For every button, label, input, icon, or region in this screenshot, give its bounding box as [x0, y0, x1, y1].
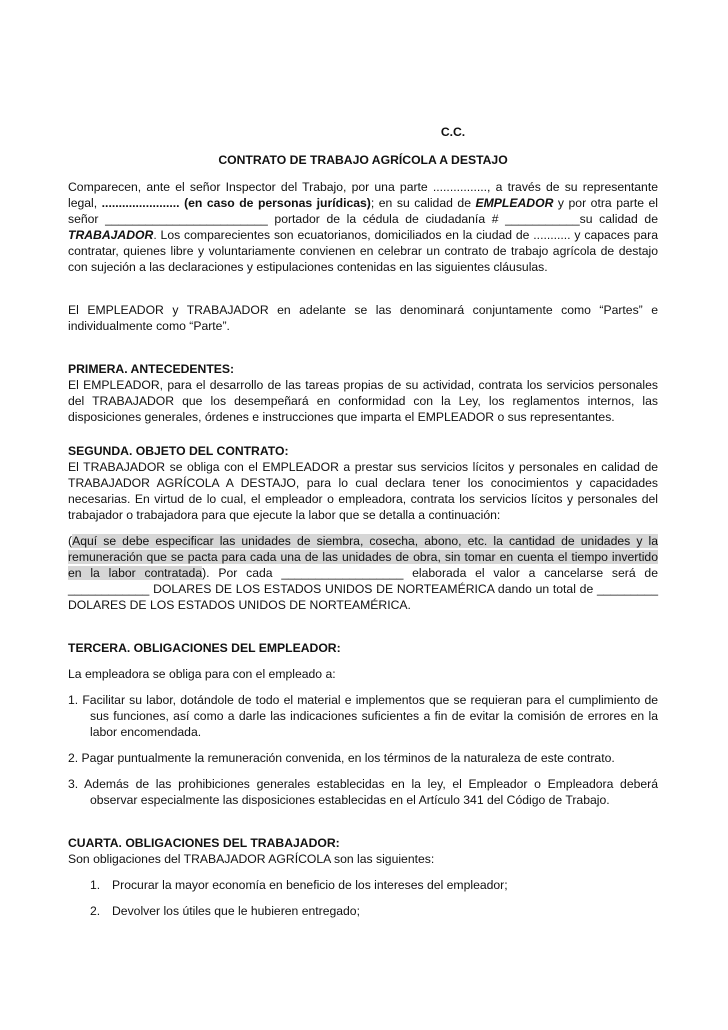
intro-paragraph	[68, 179, 658, 275]
segunda-detail-text: ). Por cada __________________ elaborada el valor a cancelarse será de ____________ DOLARES DE LOS ESTADOS UNIDOS DE NORTEAMÉRICA dando un total de _________ DOLARES DE LOS ESTADOS UNIDOS DE NORTEAMÉRICA.	[68, 566, 658, 612]
intro-legal-person: ....................... (en caso de personas jurídicas)	[101, 196, 371, 210]
cuarta-heading: CUARTA. OBLIGACIONES DEL TRABAJADOR:	[68, 836, 340, 850]
intro-empleador: EMPLEADOR	[475, 196, 554, 210]
segunda-text: El TRABAJADOR se obliga con el EMPLEADOR a prestar sus servicios lícitos y personales en calidad de TRABAJADOR AGRÍCOLA A DESTAJO, para lo cual declara tener los conocimientos y capacidades necesarias. En virtud de lo cual, el empleador o empleadora, contrata los servicios lícitos y personales del trabajador o trabajadora para que ejecute la labor que se detalla a continuación:	[68, 460, 658, 522]
highlighted-instruction: Aquí se debe especificar las unidades de siembra, cosecha, abono, etc. la cantidad de unidades y la remuneración que se pacta para cada una de las unidades de obra, sin tomar en cuenta el tiempo invertido en la labor contratada	[68, 534, 658, 580]
tercera-item-2: 2. Pagar puntualmente la remuneración convenida, en los términos de la naturaleza de este contrato.	[68, 751, 615, 765]
paren-open: (	[68, 534, 73, 548]
cuarta-item-2	[90, 903, 658, 919]
cuarta-item-1	[90, 877, 658, 893]
segunda-heading: SEGUNDA. OBJETO DEL CONTRATO:	[68, 444, 289, 458]
document-body	[68, 124, 658, 919]
item-text: Procurar la mayor economía en beneficio de los intereses del empleador;	[112, 878, 508, 892]
segunda-detail-paragraph	[68, 533, 658, 613]
item-number: 2.	[90, 904, 101, 918]
intro-text: . Los comparecientes son ecuatorianos, domiciliados en la ciudad de ........... y capaces para contratar, quienes libre y voluntariamente convienen en celebrar un contrato de trabajo agrícola de destajo con sujeción a las declaraciones y estipulaciones contenidas en las siguientes cláusulas.	[68, 228, 658, 274]
intro-text: ; en su calidad de	[370, 196, 476, 210]
item-text: Devolver los útiles que le hubieren entregado;	[112, 904, 360, 918]
tercera-intro: La empleadora se obliga para con el empleado a:	[68, 667, 336, 681]
tercera-heading: TERCERA. OBLIGACIONES DEL EMPLEADOR:	[68, 641, 341, 655]
primera-text: El EMPLEADOR, para el desarrollo de las tareas propias de su actividad, contrata los servicios personales del TRABAJADOR que los desempeñará en conformidad con la Ley, los reglamentos internos, las disposiciones generales, órdenes e instrucciones que imparta el EMPLEADOR o sus representantes.	[68, 378, 658, 424]
intro-text: Comparecen, ante el señor Inspector del Trabajo, por una parte ................, a través de su representante legal,	[68, 180, 658, 210]
primera-heading: PRIMERA. ANTECEDENTES:	[68, 362, 235, 376]
contract-title: CONTRATO DE TRABAJO AGRÍCOLA A DESTAJO	[218, 153, 508, 167]
tercera-item-1: 1. Facilitar su labor, dotándole de todo el material e implementos que se requieran para el cumplimiento de sus funciones, así como a darle las indicaciones suficientes a fin de evitar la comisión de errores en la labor encomendada.	[68, 693, 658, 739]
cc-label: C.C.	[440, 125, 466, 139]
tercera-item-3: 3. Además de las prohibiciones generales establecidas en la ley, el Empleador o Empleadora deberá observar especialmente las disposiciones establecidas en el Artículo 341 del Código de Trabajo.	[68, 777, 658, 807]
cuarta-intro: Son obligaciones del TRABAJADOR AGRÍCOLA son las siguientes:	[68, 852, 435, 866]
intro-text: y por otra parte el señor ________________________ portador de la cédula de ciudadanía # ___________su calidad de	[68, 196, 658, 226]
item-number: 1.	[90, 878, 101, 892]
intro-trabajador: TRABAJADOR	[68, 228, 154, 242]
partes-paragraph: El EMPLEADOR y TRABAJADOR en adelante se las denominará conjuntamente como “Partes” e individualmente como “Parte”.	[68, 303, 658, 333]
